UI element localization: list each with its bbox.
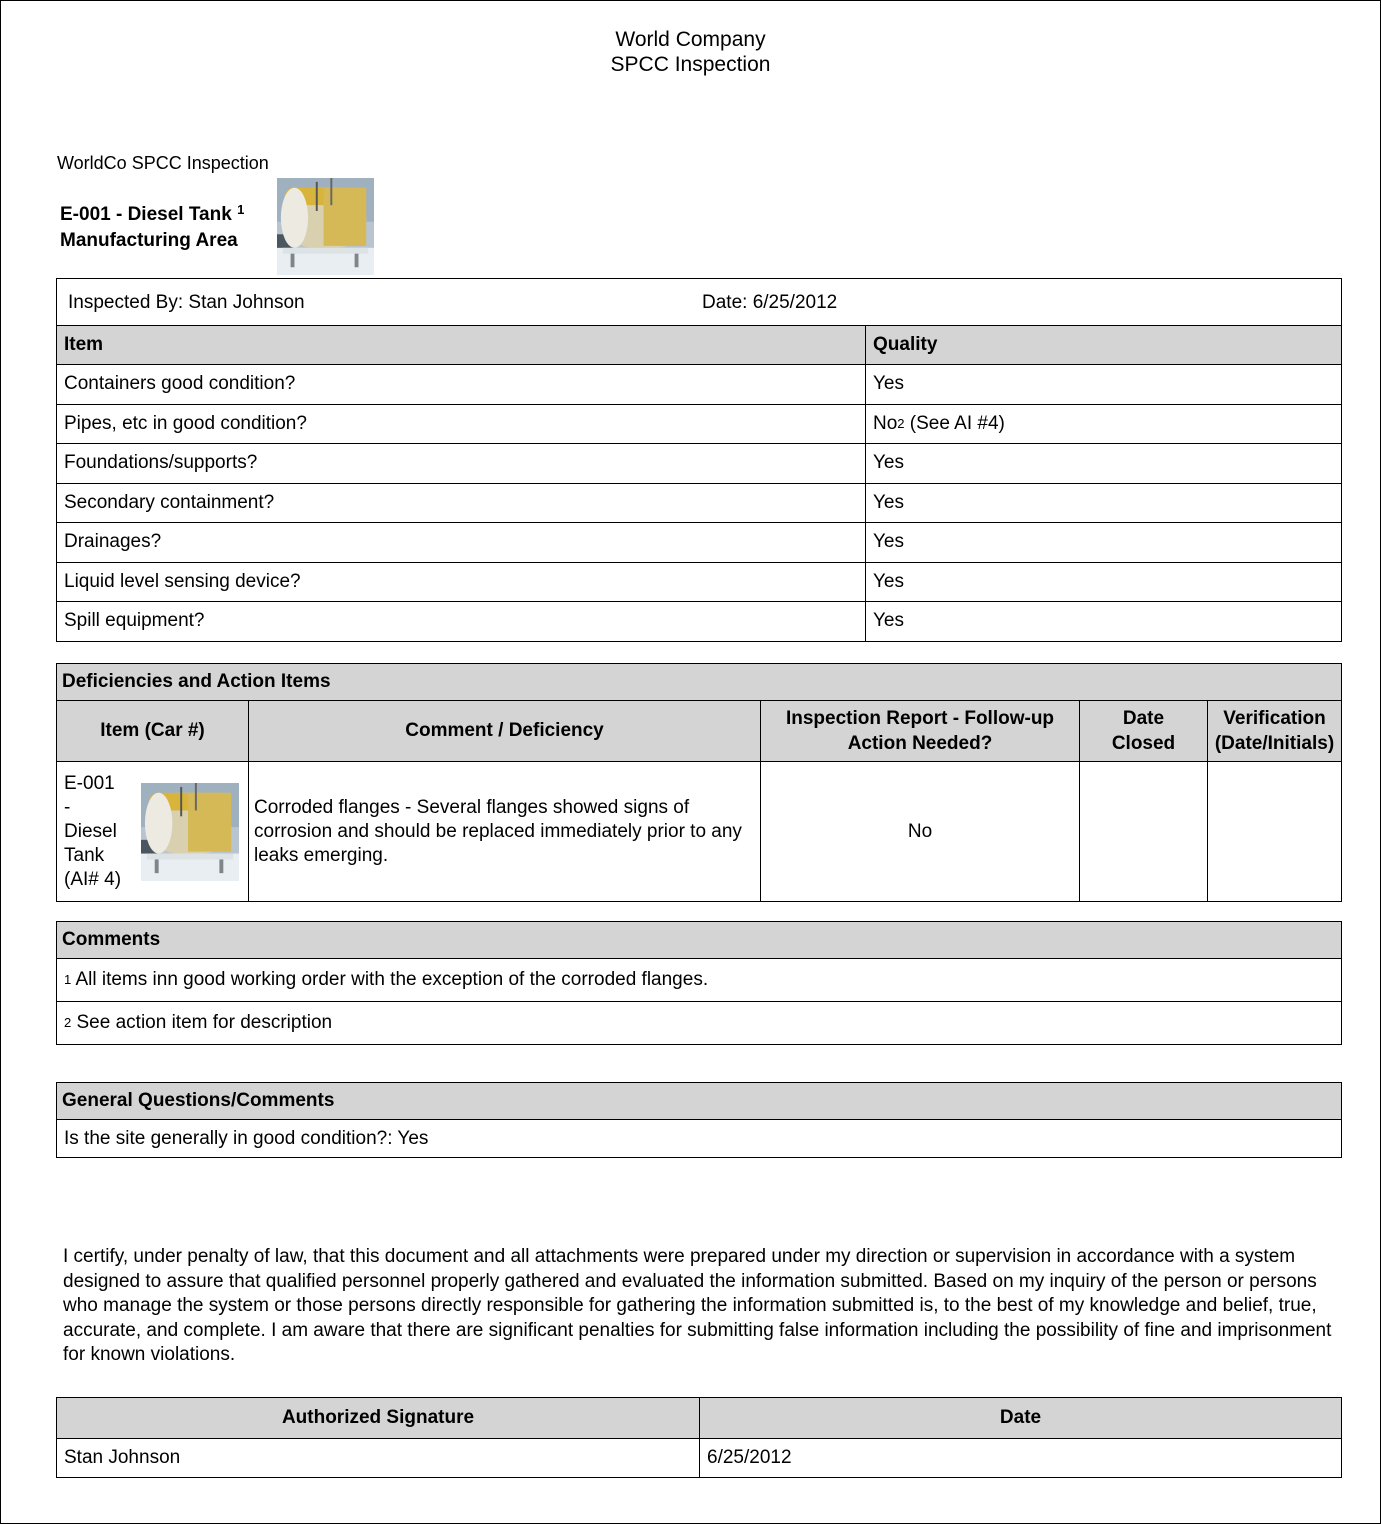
quality-cell: Yes — [865, 563, 1341, 602]
table-row — [57, 761, 1341, 901]
asset-title — [60, 202, 244, 254]
verify-header-line: (Date/Initials) — [1214, 733, 1335, 754]
followup-cell: No — [760, 762, 1079, 901]
column-header-signature: Authorized Signature — [281, 1407, 475, 1428]
comment-row — [57, 958, 1341, 1001]
signature-table — [56, 1397, 1342, 1478]
company-name: World Company — [615, 28, 766, 51]
section-title-row — [57, 922, 1341, 958]
quality-cell: Yes — [865, 602, 1341, 641]
deficiency-item-cell — [57, 762, 248, 901]
comment-text: See action item for description — [71, 1012, 333, 1033]
table-row — [57, 562, 1341, 602]
column-header-item: Item — [64, 334, 104, 355]
column-header-comment: Comment / Deficiency — [248, 701, 760, 761]
diesel-tank-photo — [277, 178, 374, 275]
signer-name: Stan Johnson — [64, 1447, 181, 1468]
quality-cell: Yes — [865, 484, 1341, 523]
verify-header-line: Verification — [1223, 708, 1326, 729]
general-question-row — [57, 1119, 1341, 1157]
table-row — [57, 483, 1341, 523]
section-title-row — [57, 1083, 1341, 1119]
comment-cell: 1 All items inn good working order with the exception of the corroded flanges. — [64, 969, 709, 990]
table-row — [57, 404, 1341, 444]
item-cell: Drainages? — [64, 531, 162, 553]
comment-cell: 2 See action item for description — [64, 1012, 333, 1033]
report-header — [1, 27, 1380, 77]
item-line: E-001 — [64, 773, 115, 794]
item-line: - — [64, 797, 71, 818]
deficiencies-header-row — [57, 700, 1341, 761]
deficiencies-table — [56, 663, 1342, 902]
section-title: Deficiencies and Action Items — [62, 671, 331, 692]
inspection-table — [56, 278, 1342, 642]
section-title: Comments — [62, 929, 161, 950]
item-cell: Secondary containment? — [64, 491, 275, 513]
signature-date: 6/25/2012 — [699, 1439, 1341, 1477]
table-row — [57, 364, 1341, 404]
quality-value: No — [873, 412, 898, 434]
quality-cell: Yes — [865, 523, 1341, 562]
column-header-item: Item (Car #) — [100, 720, 205, 741]
followup-header-line: Action Needed? — [847, 733, 993, 754]
deficiency-item-label — [64, 772, 130, 892]
asset-name: E-001 - Diesel Tank — [60, 204, 232, 225]
table-row — [57, 601, 1341, 641]
item-line: Tank — [64, 845, 105, 866]
table-row — [57, 443, 1341, 483]
comment-text: All items inn good working order with the exception of the corroded flanges. — [71, 969, 709, 990]
deficiency-comment-cell — [248, 762, 760, 901]
followup-header-line: Inspection Report - Follow-up — [785, 708, 1055, 729]
item-line: Diesel — [64, 821, 117, 842]
inspection-date: Date: 6/25/2012 — [702, 292, 838, 313]
date-closed-cell — [1079, 762, 1207, 901]
signature-header-row — [57, 1398, 1341, 1438]
report-subtitle: WorldCo SPCC Inspection — [57, 153, 269, 173]
verification-cell — [1207, 762, 1341, 901]
quality-cell: Yes — [865, 444, 1341, 483]
quality-cell: No 2 (See AI #4) — [865, 405, 1341, 444]
date-header-line: Closed — [1111, 733, 1176, 754]
item-cell: Pipes, etc in good condition? — [64, 412, 307, 434]
column-header-date: Date — [699, 1398, 1341, 1438]
column-header-quality: Quality — [865, 326, 1341, 364]
column-header-followup — [760, 701, 1079, 761]
inspection-info-row — [57, 279, 1341, 325]
item-cell: Liquid level sensing device? — [64, 570, 301, 592]
section-title: General Questions/Comments — [62, 1090, 335, 1111]
diesel-tank-photo — [141, 783, 239, 881]
column-header-verification — [1207, 701, 1341, 761]
table-row — [57, 1438, 1341, 1477]
item-cell: Containers good condition? — [64, 373, 296, 395]
column-header-date-closed — [1079, 701, 1207, 761]
deficiency-comment: Corroded flanges - Several flanges showed signs of corrosion and should be replaced immediately prior to any leaks emerging. — [254, 796, 742, 866]
general-questions-table — [56, 1082, 1342, 1158]
asset-area: Manufacturing Area — [60, 230, 238, 251]
certification-statement: I certify, under penalty of law, that this document and all attachments were prepared under my direction or supervision in accordance with a system designed to assure that qualified personnel properly gathered and evaluated the information submitted. Based on my inquiry of the person or persons who manage the system or those persons directly responsible for gathering the information submitted is, to the best of my knowledge and belief, true, accurate, and complete. I am aware that there are significant penalties for submitting false information including the possibility of fine and imprisonment for known violations. — [63, 1246, 1332, 1365]
comments-table — [56, 921, 1342, 1045]
inspection-header-row — [57, 325, 1341, 364]
quality-note: (See AI #4) — [904, 412, 1005, 434]
item-line: (AI# 4) — [64, 869, 122, 890]
inspected-by: Inspected By: Stan Johnson — [68, 292, 305, 313]
table-row — [57, 522, 1341, 562]
report-title: SPCC Inspection — [610, 53, 771, 76]
quality-cell: Yes — [865, 365, 1341, 404]
date-header-line: Date — [1122, 708, 1165, 729]
section-title-row — [57, 664, 1341, 700]
item-cell: Spill equipment? — [64, 610, 205, 632]
asset-footnote-ref: 1 — [237, 202, 245, 217]
comment-row — [57, 1001, 1341, 1044]
general-question-cell: Is the site generally in good condition?: Yes — [64, 1127, 429, 1149]
item-cell: Foundations/supports? — [64, 452, 258, 474]
